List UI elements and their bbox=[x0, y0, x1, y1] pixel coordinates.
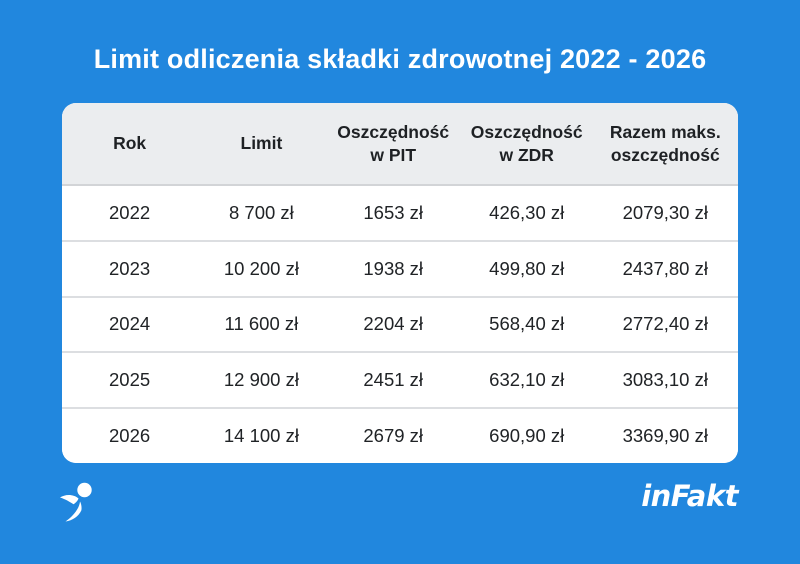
table-row-2025 bbox=[62, 351, 738, 407]
cell-rok: 2026 bbox=[109, 425, 151, 447]
table-row-2022 bbox=[62, 186, 738, 240]
column-header-label: Limit bbox=[240, 133, 283, 154]
cell-limit: 10 200 zł bbox=[223, 257, 299, 279]
cell-pit: 1653 zł bbox=[363, 201, 424, 223]
table-row-2024 bbox=[62, 296, 738, 352]
page-title: Limit odliczenia składki zdrowotnej 2022 - 2026 bbox=[93, 44, 707, 74]
cell-rok: 2025 bbox=[109, 369, 151, 391]
cell-rok: 2022 bbox=[109, 201, 151, 223]
column-header-label: oszczędność bbox=[610, 144, 720, 165]
cell-razem: 3083,10 zł bbox=[622, 369, 708, 391]
cell-rok: 2023 bbox=[109, 257, 151, 279]
cell-limit: 8 700 zł bbox=[229, 201, 294, 223]
table-row-2026 bbox=[62, 407, 738, 463]
column-header-label: Oszczędność bbox=[337, 122, 450, 143]
cell-razem: 2772,40 zł bbox=[622, 313, 708, 335]
column-header-label: Razem maks. bbox=[609, 122, 721, 143]
column-header-razem bbox=[593, 121, 738, 166]
cell-razem: 3369,90 zł bbox=[622, 425, 708, 447]
cell-pit: 2204 zł bbox=[363, 313, 424, 335]
cell-rok: 2024 bbox=[109, 313, 151, 335]
table-row-2023 bbox=[62, 240, 738, 296]
column-header-label: Rok bbox=[113, 133, 147, 154]
cell-limit: 14 100 zł bbox=[223, 425, 299, 447]
cell-zdr: 632,10 zł bbox=[489, 369, 565, 391]
table-header-row bbox=[62, 103, 738, 186]
column-header-oszczednosc-zdr bbox=[461, 121, 593, 166]
cell-razem: 2079,30 zł bbox=[622, 201, 708, 223]
table-card bbox=[62, 103, 738, 463]
cell-limit: 12 900 zł bbox=[223, 369, 299, 391]
cell-limit: 11 600 zł bbox=[224, 313, 299, 335]
hummingbird-icon bbox=[59, 481, 93, 523]
column-header-label: w ZDR bbox=[499, 144, 554, 165]
cell-zdr: 568,40 zł bbox=[489, 313, 565, 335]
cell-pit: 2451 zł bbox=[363, 369, 424, 391]
cell-zdr: 499,80 zł bbox=[489, 257, 565, 279]
column-header-oszczednosc-pit bbox=[326, 121, 461, 166]
infakt-logo: inFakt bbox=[641, 479, 738, 513]
cell-zdr: 690,90 zł bbox=[489, 425, 565, 447]
cell-zdr: 426,30 zł bbox=[489, 201, 565, 223]
table-body bbox=[62, 186, 738, 463]
column-header-label: Oszczędność bbox=[470, 122, 583, 143]
cell-razem: 2437,80 zł bbox=[622, 257, 708, 279]
column-header-rok bbox=[62, 132, 197, 154]
column-header-label: w PIT bbox=[370, 144, 417, 165]
cell-pit: 2679 zł bbox=[363, 425, 424, 447]
cell-pit: 1938 zł bbox=[363, 257, 424, 279]
column-header-limit bbox=[197, 132, 325, 154]
